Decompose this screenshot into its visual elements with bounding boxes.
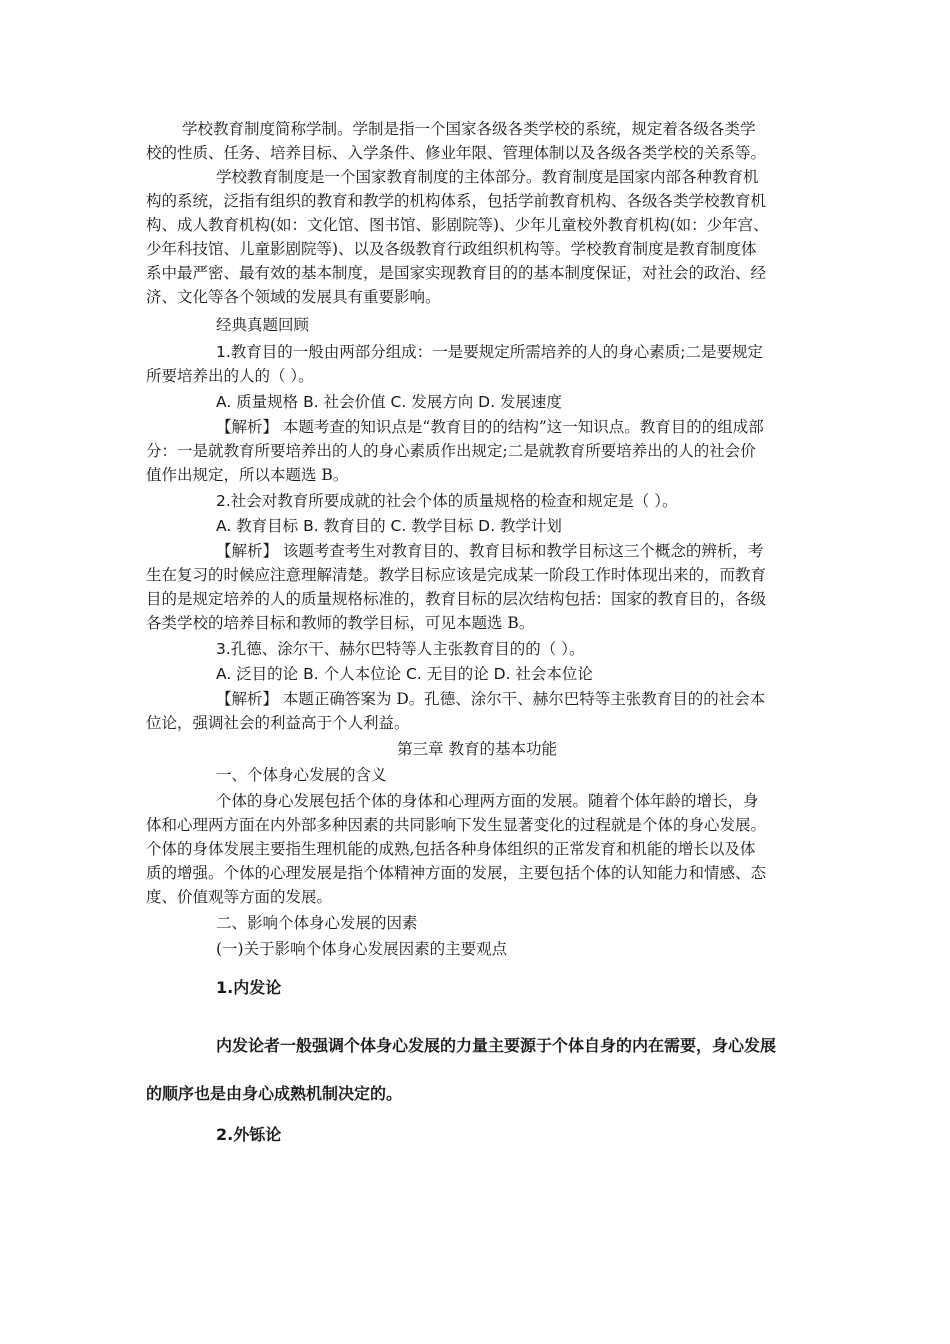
question-2-analysis bbox=[146, 539, 808, 635]
paragraph-education-system bbox=[146, 165, 808, 309]
text-line: 体和心理两方面在内外部多种因素的共同影响下发生显著变化的过程就是个体的身心发展。 bbox=[146, 816, 767, 834]
text-line: 济、文化等各个领域的发展具有重要影响。 bbox=[146, 288, 441, 306]
text-line: 构的系统，泛指有组织的教育和教学的机构体系，包括学前教育机构、各级各类学校教育机 bbox=[146, 192, 767, 210]
text-line: 【解析】 该题考查考生对教育目的、教育目标和教学目标这三个概念的辨析，考 bbox=[216, 542, 764, 560]
text-line: 质的增强。个体的心理发展是指个体精神方面的发展，主要包括个体的认知能力和情感、态 bbox=[146, 864, 767, 882]
question-2: 2.社会对教育所要成就的社会个体的质量规格的检查和规定是（ ）。 bbox=[216, 492, 678, 510]
question-1-options: A. 质量规格 B. 社会价值 C. 发展方向 D. 发展速度 bbox=[216, 393, 562, 411]
text-line: 学校教育制度简称学制。学制是指一个国家各级各类学校的系统，规定着各级各类学 bbox=[182, 120, 756, 138]
subsection-heading: (一)关于影响个体身心发展因素的主要观点 bbox=[216, 940, 508, 958]
text-line: 所要培养出的人的（ ）。 bbox=[146, 367, 314, 385]
text-line: 【解析】 本题考查的知识点是“教育目的的结构”这一知识点。教育目的的组成部 bbox=[216, 418, 764, 436]
question-1-analysis bbox=[146, 415, 808, 487]
text-line: 分：一是就教育所要培养出的人的身心素质作出规定;二是就教育所要培养出的人的社会价 bbox=[146, 442, 756, 460]
text-line: 【解析】 本题正确答案为 D。孔德、涂尔干、赫尔巴特等主张教育目的的社会本 bbox=[216, 690, 766, 708]
question-3-options: A. 泛目的论 B. 个人本位论 C. 无目的论 D. 社会本位论 bbox=[216, 665, 593, 683]
text-line: 的顺序也是由身心成熟机制决定的。 bbox=[146, 1084, 403, 1103]
text-line: 少年科技馆、儿童影剧院等)、以及各级教育行政组织机构等。学校教育制度是教育制度体 bbox=[146, 240, 757, 258]
text-line: 1.教育目的一般由两部分组成：一是要规定所需培养的人的身心素质;二是要规定 bbox=[216, 343, 764, 361]
review-heading: 经典真题回顾 bbox=[216, 316, 310, 334]
text-line: 构、成人教育机构(如：文化馆、图书馆、影剧院等)、少年儿童校外教育机构(如：少年宫、 bbox=[146, 216, 769, 234]
text-line: 个体的身体发展主要指生理机能的成熟,包括各种身体组织的正常发育和机能的增长以及体 bbox=[146, 840, 756, 858]
text-line: 目的是规定培养的人的质量规格标准的，教育目标的层次结构包括：国家的教育目的，各级 bbox=[146, 590, 767, 608]
question-2-options: A. 教育目标 B. 教育目的 C. 教学目标 D. 教学计划 bbox=[216, 517, 562, 535]
question-1 bbox=[146, 340, 808, 388]
text-line: 学校教育制度是一个国家教育制度的主体部分。教育制度是国家内部各种教育机 bbox=[216, 168, 759, 186]
question-3: 3.孔德、涂尔干、赫尔巴特等人主张教育目的的（ ）。 bbox=[216, 640, 585, 658]
section-1-heading: 一、个体身心发展的含义 bbox=[216, 766, 387, 784]
text-line: 校的性质、任务、培养目标、入学条件、修业年限、管理体制以及各级各类学校的关系等。 bbox=[146, 144, 767, 162]
text-line: 位论，强调社会的利益高于个人利益。 bbox=[146, 714, 410, 732]
chapter-title: 第三章 教育的基本功能 bbox=[397, 740, 557, 758]
text-line: 值作出规定，所以本题选 B。 bbox=[146, 466, 349, 484]
question-3-analysis bbox=[146, 687, 808, 735]
point-2-title: 2.外铄论 bbox=[216, 1125, 282, 1144]
section-1-body bbox=[146, 789, 808, 909]
text-line: 各类学校的培养目标和教师的教学目标，可见本题选 B。 bbox=[146, 614, 535, 632]
point-1-body bbox=[146, 1022, 808, 1118]
text-line: 个体的身心发展包括个体的身体和心理两方面的发展。随着个体年龄的增长，身 bbox=[216, 792, 759, 810]
point-1-title: 1.内发论 bbox=[216, 978, 282, 997]
section-2-heading: 二、影响个体身心发展的因素 bbox=[216, 914, 418, 932]
text-line: 系中最严密、最有效的基本制度，是国家实现教育目的的基本制度保证，对社会的政治、经 bbox=[146, 264, 767, 282]
paragraph-school-system bbox=[146, 117, 808, 165]
text-line: 内发论者一般强调个体身心发展的力量主要源于个体自身的内在需要，身心发展 bbox=[216, 1036, 777, 1055]
text-line: 生在复习的时候应注意理解清楚。教学目标应该是完成某一阶段工作时体现出来的，而教育 bbox=[146, 566, 767, 584]
text-line: 度、价值观等方面的发展。 bbox=[146, 888, 333, 906]
